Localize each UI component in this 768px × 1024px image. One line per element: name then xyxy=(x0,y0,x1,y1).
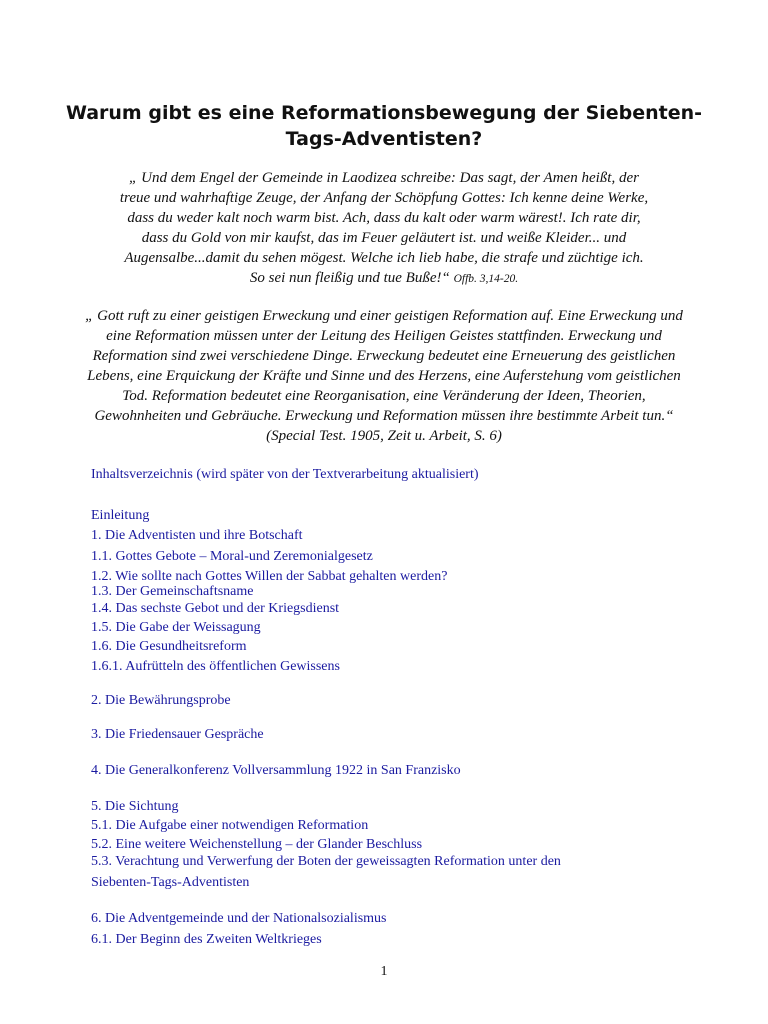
toc-item[interactable]: Einleitung xyxy=(91,508,150,523)
page-number: 1 xyxy=(380,964,388,979)
toc-item[interactable]: 5.2. Eine weitere Weichenstellung – der Glander Beschluss xyxy=(91,837,423,852)
toc-item[interactable]: 1.4. Das sechste Gebot und der Kriegsdienst xyxy=(91,601,340,616)
toc-item[interactable]: 1.3. Der Gemeinschaftsname xyxy=(91,584,254,599)
toc-item[interactable]: 1. Die Adventisten und ihre Botschaft xyxy=(91,528,303,543)
testimony-quote: „ Gott ruft zu einer geistigen Erweckung und einer geistigen Reformation auf. Eine Erweckung und eine Reformation müssen unter der Leitung des Heiligen Geistes stattfinden. Erweckung und Reformation sind zwei verschiedene Dinge. Erweckung bedeutet eine Erneuerung des geistlichen Lebens, eine Erquickung der Kräfte und Sinne und des Herzens, eine Auferstehung vom geistlichen Tod. Reformation bedeutet eine Reorganisation, eine Veränderung der Ideen, Theorien, Gewohnheiten und Gebräuche. Erweckung und Reformation müssen ihre bestimmte Arbeit tun.“ (Special Test. 1905, Zeit u. Arbeit, S. 6) xyxy=(85,308,683,444)
toc-item[interactable]: 5. Die Sichtung xyxy=(91,799,179,814)
toc-item[interactable]: 1.1. Gottes Gebote – Moral-und Zeremonialgesetz xyxy=(91,549,373,564)
document-page: Warum gibt es eine Reformationsbewegung der Siebenten-Tags-Adventisten? „ Und dem Engel der Gemeinde in Laodizea schreibe: Das sagt, der Amen heißt, der treue und wahrhaftige Zeuge, der Anfang der Schöpfung Gottes: Ich kenne deine Werke, dass du weder kalt noch warm bist. Ach, dass du kalt oder warm wärest!. Ich rate dir, dass du Gold von mir kaufst, das im Feuer geläutert ist. und weiße Kleider... und Augensalbe...damit du sehen mögest. Welche ich lieb habe, die strafe und züchtige ich. So sei nun fleißig und tue Buße!“ Offb. 3,14-20. „ Gott ruft zu einer geistigen Erweckung und einer geistigen Reformation auf. Eine Erweckung und eine Reformation müssen unter der Leitung des Heiligen Geistes stattfinden. Erweckung und Reformation sind zwei verschiedene Dinge. Erweckung bedeutet eine Erneuerung des geistlichen Lebens, eine Erquickung der Kräfte und Sinne und des Herzens, eine Auferstehung vom geistlichen Tod. Reformation bedeutet eine Reorganisation, eine Veränderung der Ideen, Theorien, Gewohnheiten und Gebräuche. Erweckung und Reformation müssen ihre bestimmte Arbeit tun.“ (Special Test. 1905, Zeit u. Arbeit, S. 6) Inhaltsverzeichnis (wird später von der Textverarbeitung aktualisiert) Einleitung 1. Die Adventisten und ihre Botschaft 1.1. Gottes Gebote – Moral-und Zeremonialgesetz 1.2. Wie sollte nach Gottes Willen der Sabbat gehalten werden? 1.3. Der Gemeinschaftsname 1.4. Das sechste Gebot und der Kriegsdienst 1.5. Die Gabe der Weissagung 1.6. Die Gesundheitsreform 1.6.1. Aufrütteln des öffentlichen Gewissens 2. Die Bewährungsprobe 3. Die Friedensauer Gespräche 4. Die Generalkonferenz Vollversammlung 1922 in San Franzisko 5. Die Sichtung 5.1. Die Aufgabe einer notwendigen Reformation 5.2. Eine weitere Weichenstellung – der Glander Beschluss 5.3. Verachtung und Verwerfung der Boten der geweissagten Reformation unter den Siebenten-Tags-Adventisten 6. Die Adventgemeinde und der Nationalsozialismus 6.1. Der Beginn des Zweiten Weltkrieges 1 xyxy=(0,0,768,1024)
toc-item[interactable]: 5.3. Verachtung und Verwerfung der Boten der geweissagten Reformation unter den xyxy=(91,854,561,869)
toc-item[interactable]: 1.6. Die Gesundheitsreform xyxy=(91,639,247,654)
toc-item[interactable]: 6. Die Adventgemeinde und der Nationalsozialismus xyxy=(91,911,387,926)
toc-item[interactable]: 1.2. Wie sollte nach Gottes Willen der Sabbat gehalten werden? xyxy=(91,569,448,584)
toc-item[interactable]: 5.1. Die Aufgabe einer notwendigen Reformation xyxy=(91,818,369,833)
toc-item[interactable]: 3. Die Friedensauer Gespräche xyxy=(91,727,264,742)
toc-item[interactable]: 1.6.1. Aufrütteln des öffentlichen Gewissens xyxy=(91,659,340,674)
toc-item[interactable]: Siebenten-Tags-Adventisten xyxy=(91,875,250,890)
bible-quote-reference: Offb. 3,14-20. xyxy=(453,273,519,285)
toc-item[interactable]: 6.1. Der Beginn des Zweiten Weltkrieges xyxy=(91,932,322,947)
toc-item[interactable]: 1.5. Die Gabe der Weissagung xyxy=(91,620,261,635)
toc-item[interactable]: 2. Die Bewährungsprobe xyxy=(91,693,231,708)
toc-item[interactable]: 4. Die Generalkonferenz Vollversammlung 1922 in San Franzisko xyxy=(91,763,461,778)
bible-quote xyxy=(116,168,652,289)
document-title: Warum gibt es eine Reformationsbewegung der Siebenten-Tags-Adventisten? xyxy=(65,102,703,150)
bible-quote-text: „ Und dem Engel der Gemeinde in Laodizea schreibe: Das sagt, der Amen heißt, der treue und wahrhaftige Zeuge, der Anfang der Schöpfung Gottes: Ich kenne deine Werke, dass du weder kalt noch warm bist. Ach, dass du kalt oder warm wärest!. Ich rate dir, dass du Gold von mir kaufst, das im Feuer geläutert ist. und weiße Kleider... und Augensalbe...damit du sehen mögest. Welche ich lieb habe, die strafe und züchtige ich. So sei nun fleißig und tue Buße!“ xyxy=(119,170,649,286)
